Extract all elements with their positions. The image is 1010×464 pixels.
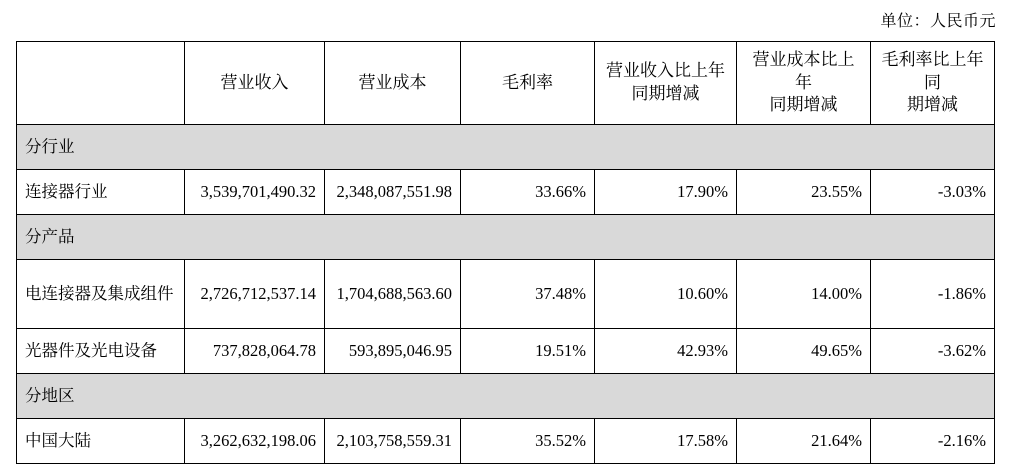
unit-note: 单位：人民币元 bbox=[880, 13, 996, 30]
section-label: 分产品 bbox=[17, 215, 995, 260]
cell-cost: 1,704,688,563.60 bbox=[325, 260, 461, 329]
header-line-2: 同期增减 bbox=[631, 84, 700, 103]
header-cell-revenue-yoy bbox=[595, 42, 737, 125]
table-section-row bbox=[17, 374, 995, 419]
header-cell-cost bbox=[325, 42, 461, 125]
table-row bbox=[17, 260, 995, 329]
table-row bbox=[17, 329, 995, 374]
cell-gross-margin: 33.66% bbox=[461, 170, 595, 215]
cell-gross-margin: 19.51% bbox=[461, 329, 595, 374]
row-label: 中国大陆 bbox=[17, 419, 185, 464]
financial-table bbox=[16, 41, 995, 464]
cell-gross-margin-yoy: -3.62% bbox=[871, 329, 995, 374]
cell-cost: 2,348,087,551.98 bbox=[325, 170, 461, 215]
cell-revenue: 2,726,712,537.14 bbox=[185, 260, 325, 329]
cell-cost-yoy: 14.00% bbox=[737, 260, 871, 329]
table-row bbox=[17, 419, 995, 464]
row-label: 连接器行业 bbox=[17, 170, 185, 215]
section-label: 分地区 bbox=[17, 374, 995, 419]
header-line-2: 同期增减 bbox=[769, 95, 838, 115]
header-cell-cost-yoy bbox=[737, 42, 871, 125]
cell-revenue: 737,828,064.78 bbox=[185, 329, 325, 374]
row-label: 电连接器及集成组件 bbox=[17, 260, 185, 329]
cell-gross-margin: 35.52% bbox=[461, 419, 595, 464]
cell-cost: 593,895,046.95 bbox=[325, 329, 461, 374]
cell-cost-yoy: 21.64% bbox=[737, 419, 871, 464]
header-cell-revenue bbox=[185, 42, 325, 125]
header-line-1: 营业收入比上年 bbox=[606, 61, 725, 81]
header-line-1: 毛利率 bbox=[502, 72, 553, 92]
cell-revenue: 3,262,632,198.06 bbox=[185, 419, 325, 464]
table-section-row bbox=[17, 125, 995, 170]
table-row bbox=[17, 170, 995, 215]
cell-revenue: 3,539,701,490.32 bbox=[185, 170, 325, 215]
header-cell-gross-margin bbox=[461, 42, 595, 125]
cell-revenue-yoy: 10.60% bbox=[595, 260, 737, 329]
header-line-2: 期增减 bbox=[907, 95, 958, 115]
cell-revenue-yoy: 42.93% bbox=[595, 329, 737, 374]
header-line-1: 营业成本比上年 bbox=[752, 49, 855, 92]
table-header-row bbox=[17, 42, 995, 125]
cell-gross-margin-yoy: -3.03% bbox=[871, 170, 995, 215]
cell-gross-margin-yoy: -2.16% bbox=[871, 419, 995, 464]
header-line-1: 营业成本 bbox=[358, 72, 427, 92]
cell-gross-margin: 37.48% bbox=[461, 260, 595, 329]
header-line-1: 毛利率比上年同 bbox=[881, 49, 984, 92]
cell-cost: 2,103,758,559.31 bbox=[325, 419, 461, 464]
cell-gross-margin-yoy: -1.86% bbox=[871, 260, 995, 329]
cell-cost-yoy: 49.65% bbox=[737, 329, 871, 374]
cell-revenue-yoy: 17.90% bbox=[595, 170, 737, 215]
table-section-row bbox=[17, 215, 995, 260]
header-cell-blank bbox=[17, 42, 185, 125]
cell-cost-yoy: 23.55% bbox=[737, 170, 871, 215]
row-label: 光器件及光电设备 bbox=[17, 329, 185, 374]
section-label: 分行业 bbox=[17, 125, 995, 170]
header-cell-gross-margin-yoy bbox=[871, 42, 995, 125]
header-line-1: 营业收入 bbox=[220, 72, 289, 92]
cell-revenue-yoy: 17.58% bbox=[595, 419, 737, 464]
